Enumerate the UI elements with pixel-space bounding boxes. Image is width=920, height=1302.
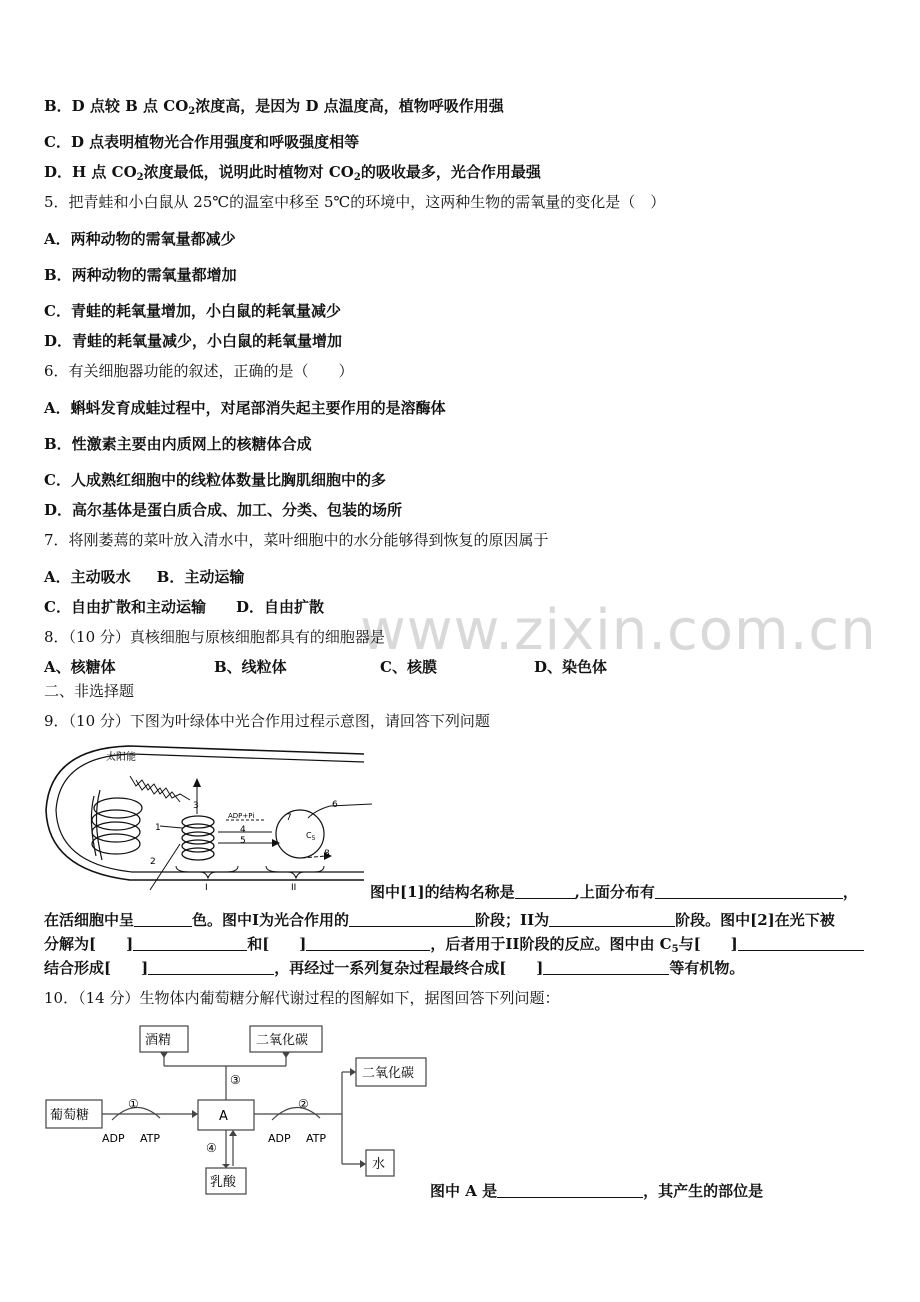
answer-blank[interactable] [148, 959, 274, 975]
q6-stem: 6．有关细胞器功能的叙述，正确的是（ ） [44, 362, 354, 380]
co2-top-box: 二氧化碳 [256, 1033, 309, 1048]
q7-stem: 7．将刚萎蔫的菜叶放入清水中，菜叶细胞中的水分能够得到恢复的原因属于 [44, 531, 549, 549]
step-4-marker: ④ [206, 1141, 217, 1155]
atp-label: ATP [140, 1132, 161, 1145]
q9-line4 [44, 958, 744, 978]
co2-right-box: 二氧化碳 [362, 1066, 415, 1081]
q7-option-d: D．自由扩散 [235, 598, 324, 616]
q5-option-d: D．青蛙的耗氧量减少，小白鼠的耗氧量增加 [44, 332, 343, 350]
q7-option-c: C．自由扩散和主动运输 [44, 598, 206, 616]
q9-text: 结合形成[ ] [44, 959, 149, 977]
answer-blank[interactable] [133, 935, 247, 951]
alcohol-box: 酒精 [145, 1033, 172, 1048]
q7-option-b: B．主动运输 [156, 568, 245, 586]
answer-blank[interactable] [349, 911, 475, 927]
answer-blank[interactable] [134, 911, 192, 927]
chloroplast-diagram [40, 740, 380, 900]
q9-text: 和[ ] [247, 935, 307, 953]
q6-option-c: C．人成熟红细胞中的线粒体数量比胸肌细胞中的多 [44, 471, 386, 489]
q10-text: ，其产生的部位是 [643, 1182, 764, 1200]
roman-i: I [205, 883, 208, 893]
q9-text: 分解为[ ] [44, 935, 134, 953]
q8-option-c: C、核膜 [380, 658, 437, 676]
glucose-box: 葡萄糖 [50, 1108, 90, 1123]
q4-option-b-text1: B．D 点较 B 点 CO [44, 97, 189, 115]
q9-text: 等有机物。 [669, 959, 745, 977]
subscript: 2 [188, 106, 196, 117]
q4-option-b-text2: 浓度高，是因为 D 点温度高，植物呼吸作用强 [195, 97, 504, 115]
subscript: 2 [136, 172, 144, 183]
q9-text: 与[ ] [678, 935, 738, 953]
answer-blank[interactable] [549, 911, 675, 927]
adp-label: ADP [268, 1132, 291, 1145]
q10-stem: 10．（14 分）生物体内葡萄糖分解代谢过程的图解如下，据图回答下列问题： [44, 989, 560, 1007]
glucose-metabolism-diagram [40, 1018, 440, 1202]
q7-options-ab [44, 567, 244, 587]
lactic-acid-box: 乳酸 [210, 1175, 237, 1190]
q9-text: ， [842, 883, 858, 901]
answer-blank[interactable] [543, 959, 669, 975]
answer-blank[interactable] [497, 1182, 643, 1198]
atp-label: ATP [306, 1132, 327, 1145]
q9-text: ，再经过一系列复杂过程最终合成[ ] [274, 959, 544, 977]
q9-text: 阶段；II为 [475, 911, 550, 929]
subscript: 2 [353, 172, 361, 183]
step-2-marker: ② [298, 1097, 309, 1111]
label-4: 4 [240, 825, 246, 835]
q9-stem: 9．（10 分）下图为叶绿体中光合作用过程示意图，请回答下列问题 [44, 712, 490, 730]
q5-option-a: A．两种动物的需氧量都减少 [44, 230, 236, 248]
water-box: 水 [372, 1157, 386, 1172]
q9-text: 色。图中I为光合作用的 [192, 911, 350, 929]
q6-option-b: B．性激素主要由内质网上的核糖体合成 [44, 435, 312, 453]
label-2: 2 [150, 857, 156, 867]
q9-text: 在活细胞中呈 [44, 911, 135, 929]
q10-text: 图中 A 是 [430, 1182, 498, 1200]
answer-blank[interactable] [655, 883, 843, 899]
roman-ii: II [291, 883, 297, 893]
label-6: 6 [332, 800, 338, 810]
q9-text: ，后者用于II阶段的反应。图中由 C [430, 935, 672, 953]
answer-blank[interactable] [515, 883, 575, 899]
q8-option-b: B、线粒体 [214, 658, 287, 676]
q4-option-d [44, 162, 541, 188]
step-3-marker: ③ [230, 1073, 241, 1087]
section-title: 二、非选择题 [44, 682, 135, 700]
q9-text: ,上面分布有 [574, 883, 655, 901]
q4-option-b [44, 96, 504, 122]
q7-option-a: A．主动吸水 [44, 568, 131, 586]
label-5: 5 [240, 836, 246, 846]
sun-label: 太阳能 [106, 752, 136, 763]
q9-line3 [44, 934, 864, 960]
q4-option-d-text1: D．H 点 CO [44, 163, 137, 181]
answer-blank[interactable] [306, 935, 430, 951]
q7-options-cd [44, 597, 324, 617]
q9-text: 图中[1]的结构名称是 [370, 883, 515, 901]
adp-label: ADP [102, 1132, 125, 1145]
q4-option-c: C．D 点表明植物光合作用强度和呼吸强度相等 [44, 133, 360, 151]
label-7: 7 [286, 813, 292, 823]
q10-question [430, 1181, 763, 1201]
q4-option-d-text2: 浓度最低，说明此时植物对 CO [143, 163, 354, 181]
q8-option-a: A、核糖体 [44, 658, 116, 676]
step-1-marker: ① [128, 1097, 139, 1111]
q9-line1 [370, 882, 858, 902]
q6-option-a: A．蝌蚪发育成蛙过程中，对尾部消失起主要作用的是溶酶体 [44, 399, 446, 417]
answer-blank[interactable] [738, 935, 864, 951]
q4-option-d-text3: 的吸收最多，光合作用最强 [360, 163, 541, 181]
label-1: 1 [155, 823, 161, 833]
q9-line2 [44, 910, 835, 930]
label-8: 8 [324, 849, 330, 859]
subscript: 5 [671, 944, 679, 955]
q5-stem: 5．把青蛙和小白鼠从 25℃的温室中移至 5℃的环境中，这两种生物的需氧量的变化是（ ） [44, 193, 666, 211]
q5-option-b: B．两种动物的需氧量都增加 [44, 266, 237, 284]
q8-stem: 8．（10 分）真核细胞与原核细胞都具有的细胞器是 [44, 628, 385, 646]
q9-text: 阶段。图中[2]在光下被 [675, 911, 835, 929]
c5-label: $C_5$ [306, 831, 316, 842]
q8-option-d: D、染色体 [534, 658, 608, 676]
q5-option-c: C．青蛙的耗氧量增加，小白鼠的耗氧量减少 [44, 302, 341, 320]
a-box: A [219, 1109, 228, 1124]
watermark: www.zixin.com.cn [360, 598, 877, 663]
adp-pi-label: ADP+Pi [228, 812, 255, 820]
q6-option-d: D．高尔基体是蛋白质合成、加工、分类、包装的场所 [44, 501, 403, 519]
label-3: 3 [193, 801, 199, 811]
